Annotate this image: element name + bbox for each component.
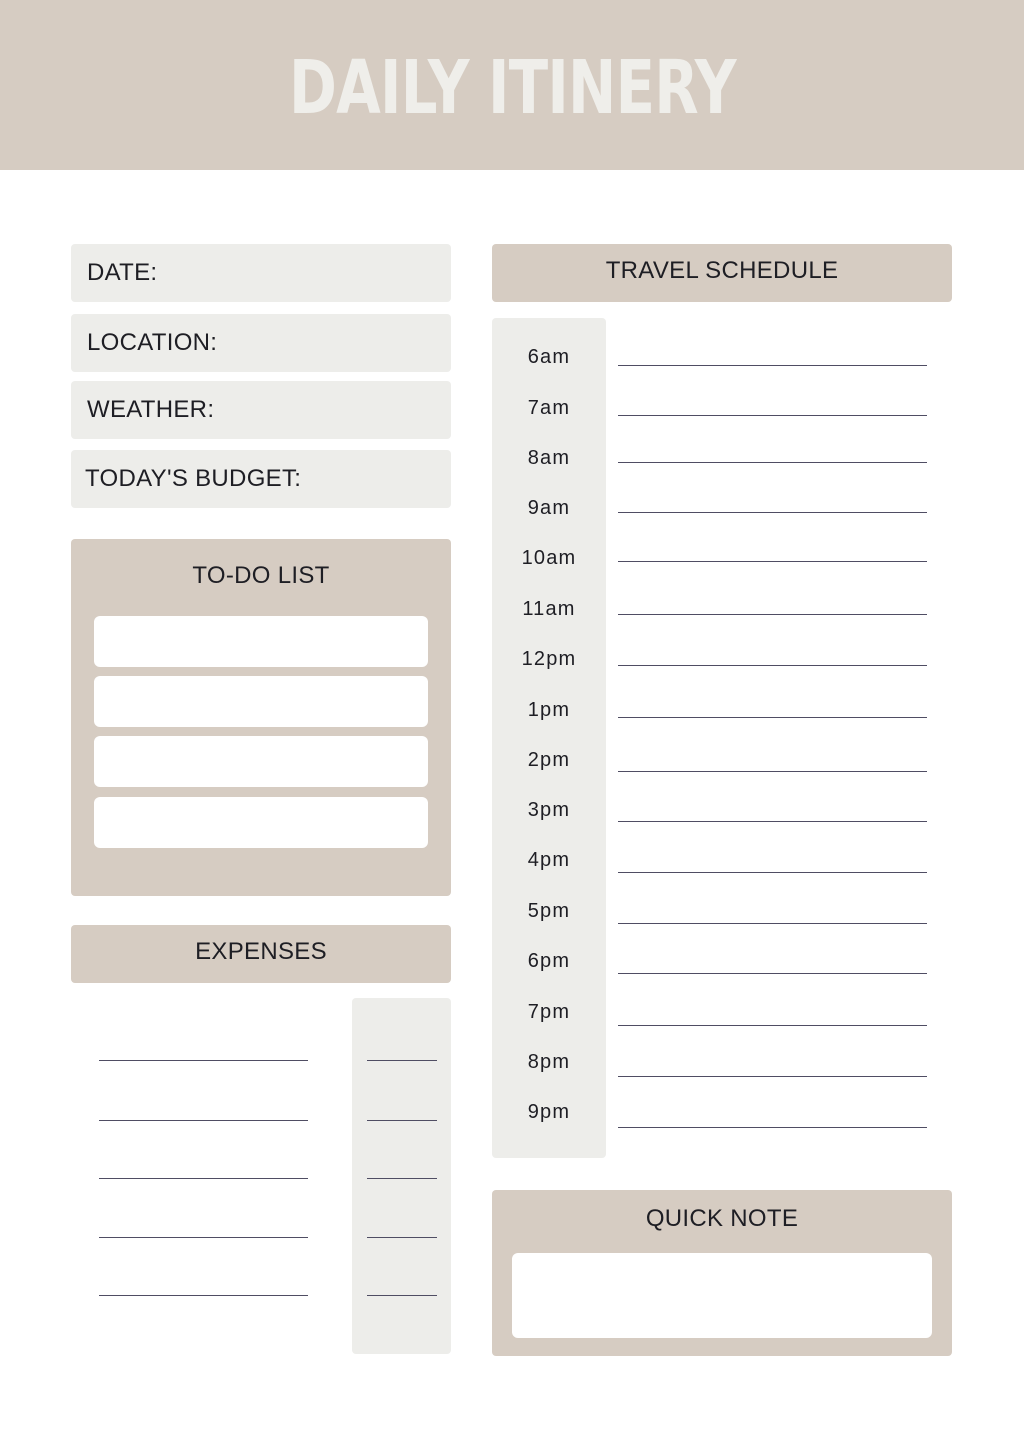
expense-item-line[interactable] xyxy=(99,1060,308,1061)
todo-item[interactable] xyxy=(94,616,428,667)
schedule-entry-line[interactable] xyxy=(618,462,927,463)
quick-note-area[interactable] xyxy=(512,1253,932,1338)
time-label: 4pm xyxy=(527,849,571,871)
location-label: LOCATION: xyxy=(87,329,218,356)
time-label: 3pm xyxy=(527,799,571,821)
time-label: 7pm xyxy=(527,1001,571,1023)
expense-amount-line[interactable] xyxy=(367,1295,437,1296)
schedule-header xyxy=(492,244,952,302)
time-label: 9am xyxy=(527,497,571,519)
schedule-entry-line[interactable] xyxy=(618,415,927,416)
schedule-entry-line[interactable] xyxy=(618,561,927,562)
expense-amount-line[interactable] xyxy=(367,1120,437,1121)
time-label: 8am xyxy=(527,447,571,469)
schedule-entry-line[interactable] xyxy=(618,665,927,666)
header-banner xyxy=(0,0,1024,170)
time-label: 9pm xyxy=(527,1101,571,1123)
schedule-time-column xyxy=(492,318,606,1158)
time-label: 7am xyxy=(527,397,571,419)
quick-note-panel xyxy=(492,1190,952,1356)
schedule-entry-line[interactable] xyxy=(618,872,927,873)
expense-amount-line[interactable] xyxy=(367,1237,437,1238)
expense-amount-line[interactable] xyxy=(367,1178,437,1179)
todo-item[interactable] xyxy=(94,676,428,727)
schedule-entry-line[interactable] xyxy=(618,1127,927,1128)
todo-title: TO-DO LIST xyxy=(192,562,330,589)
time-label: 12pm xyxy=(521,648,577,670)
time-label: 5pm xyxy=(527,900,571,922)
time-label: 2pm xyxy=(527,749,571,771)
expense-item-line[interactable] xyxy=(99,1295,308,1296)
weather-field[interactable] xyxy=(71,381,451,439)
quick-note-title: QUICK NOTE xyxy=(645,1205,799,1232)
schedule-entry-line[interactable] xyxy=(618,1025,927,1026)
todo-item[interactable] xyxy=(94,736,428,787)
schedule-entry-line[interactable] xyxy=(618,512,927,513)
date-field[interactable] xyxy=(71,244,451,302)
schedule-entry-line[interactable] xyxy=(618,771,927,772)
schedule-entry-line[interactable] xyxy=(618,923,927,924)
schedule-entry-line[interactable] xyxy=(618,821,927,822)
time-label: 6pm xyxy=(527,950,571,972)
expenses-amount-column xyxy=(352,998,451,1354)
time-label: 11am xyxy=(522,598,576,620)
todo-panel xyxy=(71,539,451,896)
budget-field[interactable] xyxy=(71,450,451,508)
expenses-header xyxy=(71,925,451,983)
expense-item-line[interactable] xyxy=(99,1120,308,1121)
schedule-entry-line[interactable] xyxy=(618,1076,927,1077)
date-label: DATE: xyxy=(87,259,158,286)
schedule-entry-line[interactable] xyxy=(618,365,927,366)
location-field[interactable] xyxy=(71,314,451,372)
expenses-title: EXPENSES xyxy=(195,938,327,965)
schedule-entry-line[interactable] xyxy=(618,973,927,974)
schedule-entry-line[interactable] xyxy=(618,717,927,718)
schedule-title: TRAVEL SCHEDULE xyxy=(605,257,839,284)
expense-item-line[interactable] xyxy=(99,1178,308,1179)
time-label: 8pm xyxy=(527,1051,571,1073)
schedule-entry-line[interactable] xyxy=(618,614,927,615)
expense-item-line[interactable] xyxy=(99,1237,308,1238)
budget-label: TODAY'S BUDGET: xyxy=(85,465,302,492)
weather-label: WEATHER: xyxy=(87,396,215,423)
time-label: 1pm xyxy=(527,699,571,721)
todo-item[interactable] xyxy=(94,797,428,848)
time-label: 6am xyxy=(527,346,571,368)
page-title: DAILY ITINERY xyxy=(288,45,736,131)
time-label: 10am xyxy=(521,547,577,569)
expense-amount-line[interactable] xyxy=(367,1060,437,1061)
